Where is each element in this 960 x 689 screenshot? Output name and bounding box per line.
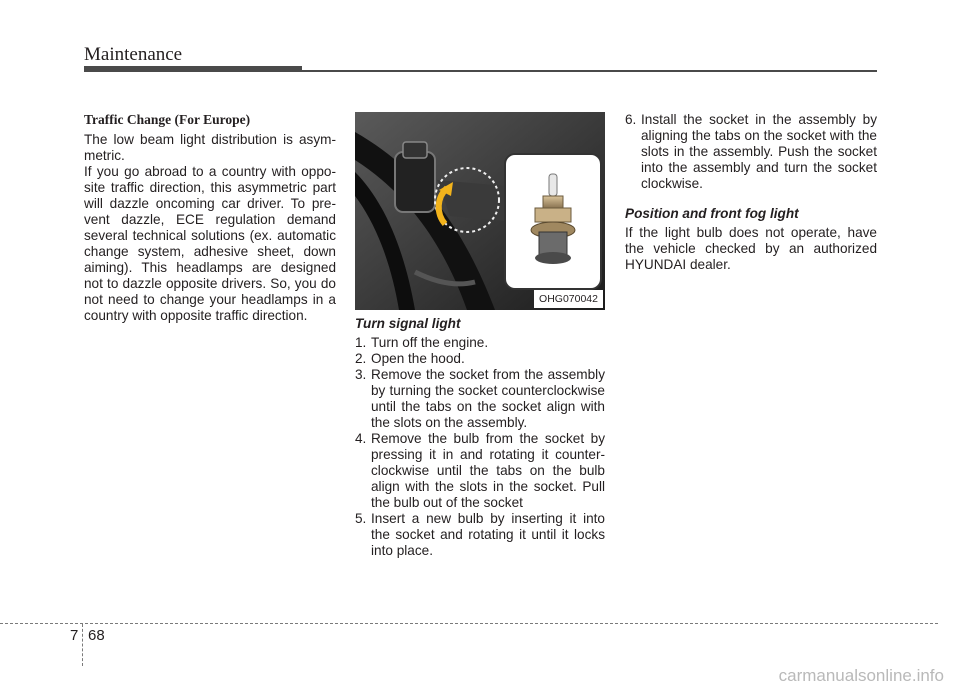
footer-rule (0, 623, 938, 624)
engine-bay-illustration (355, 112, 605, 310)
fog-light-paragraph: If the light bulb does not operate, have the vehicle checked by an authorized HYUNDAI dealer. (625, 225, 877, 272)
header-bar (84, 66, 302, 72)
list-item: 4. Remove the bulb from the socket by pressing it in and rotating it counter-clockwise until the tabs on the bulb align with the slots in the socket. Pull the bulb out of the socket (355, 431, 605, 510)
turn-signal-steps-continued (625, 112, 877, 192)
list-item: 6. Install the socket in the assembly by aligning the tabs on the socket with the slots in the assembly. Push the socket into the assembly and turn the socket clockwise. (625, 112, 877, 191)
turn-signal-steps (355, 335, 605, 559)
header-rule (302, 70, 877, 72)
footer-divider (82, 624, 83, 666)
bulb-replacement-photo (355, 112, 605, 310)
list-item: 2. Open the hood. (355, 351, 465, 366)
list-item: 3. Remove the socket from the assembly by turning the socket counterclockwise until the tabs on the socket align with the slots on the assembly. (355, 367, 605, 430)
list-item: 1. Turn off the engine. (355, 335, 489, 350)
fog-light-heading: Position and front fog light (625, 206, 799, 221)
column-turn-signal (355, 112, 605, 559)
traffic-change-heading: Traffic Change (For Europe) (84, 112, 251, 127)
column-traffic-change (84, 112, 336, 324)
page-number: 68 (88, 627, 105, 644)
page-section-title: Maintenance (84, 44, 183, 65)
list-item: 5. Insert a new bulb by inserting it into the socket and rotating it until it locks into place. (355, 511, 605, 558)
traffic-change-paragraph-2: If you go abroad to a country with oppo-site traffic direction, this asymmetric part will dazzle oncoming car driver. To pre-vent dazzle, ECE regulation demand several technical solutions (ex. automatic change system, adhesive sheet, down aiming). This headlamps are designed not to dazzle opposite drivers. So, you do not need to change your headlamps in a country with opposite traffic direction. (84, 164, 336, 323)
watermark: carmanualsonline.info (778, 666, 944, 685)
chapter-number: 7 (70, 627, 79, 644)
column-fog-light (625, 112, 877, 273)
figure-code-label: OHG070042 (534, 290, 603, 308)
traffic-change-paragraph-1: The low beam light distribution is asym-metric. (84, 132, 336, 163)
turn-signal-heading: Turn signal light (355, 316, 461, 331)
